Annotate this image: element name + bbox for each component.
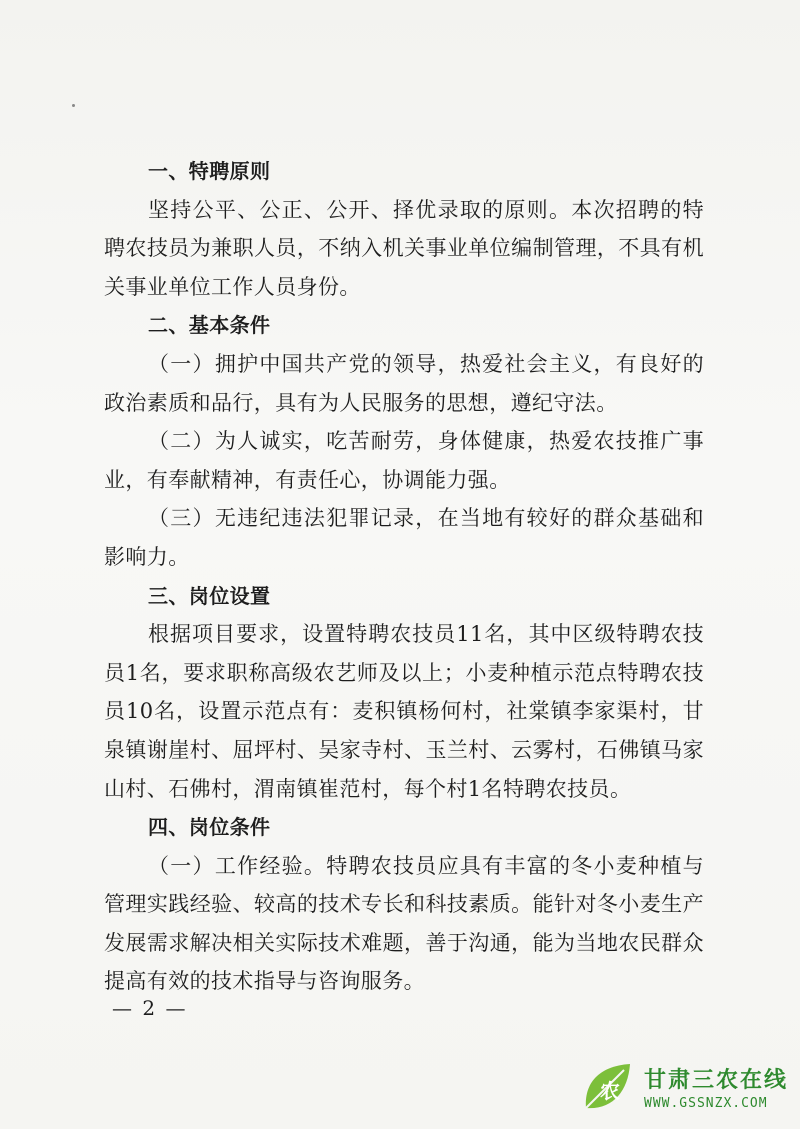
logo-char: 农 — [600, 1079, 620, 1103]
section-heading-principles: 一、特聘原则 — [148, 159, 271, 183]
section-heading-basic-conditions: 二、基本条件 — [148, 313, 271, 338]
principles-paragraph: 坚持公平、公正、公开、择优录取的原则。本次招聘的特聘农技员为兼职人员，不纳入机关事业单位编制管理，不具有机关事业单位工作人员身份。 — [104, 197, 704, 299]
basic-condition-2: （二）为人诚实，吃苦耐劳，身体健康，热爱农技推广事业，有奉献精神，有责任心，协调能力强。 — [104, 429, 704, 492]
watermark-url: WWW.GSSNZX.COM — [644, 1096, 768, 1111]
watermark-text — [644, 1063, 788, 1111]
scan-speck — [72, 104, 75, 107]
positions-paragraph: 根据项目要求，设置特聘农技员11名，其中区级特聘农技员1名，要求职称高级农艺师及以上；小麦种植示范点特聘农技员10名，设置示范点有：麦积镇杨何村，社棠镇李家渠村，甘泉镇谢崖村、屈坪村、吴家寺村、玉兰村、云雾村，石佛镇马家山村、石佛村，渭南镇崔范村，每个村1名特聘农技员。 — [104, 622, 704, 801]
basic-condition-1: （一）拥护中国共产党的领导，热爱社会主义，有良好的政治素质和品行，具有为人民服务的思想，遵纪守法。 — [104, 351, 704, 415]
watermark-title: 甘肃三农在线 — [644, 1068, 789, 1093]
document-body — [104, 152, 704, 1001]
site-watermark — [578, 1048, 793, 1126]
leaf-logo-icon — [578, 1058, 636, 1116]
page-number: — 2 — — [112, 996, 188, 1020]
section-heading-positions: 三、岗位设置 — [148, 583, 271, 608]
section-heading-position-requirements: 四、岗位条件 — [148, 815, 271, 840]
basic-condition-3: （三）无违纪违法犯罪记录，在当地有较好的群众基础和影响力。 — [104, 506, 704, 569]
requirement-work-experience: （一）工作经验。特聘农技员应具有丰富的冬小麦种植与管理实践经验、较高的技术专长和科技素质。能针对冬小麦生产发展需求解决相关实际技术难题，善于沟通，能为当地农民群众提高有效的技术指导与咨询服务。 — [104, 853, 704, 994]
